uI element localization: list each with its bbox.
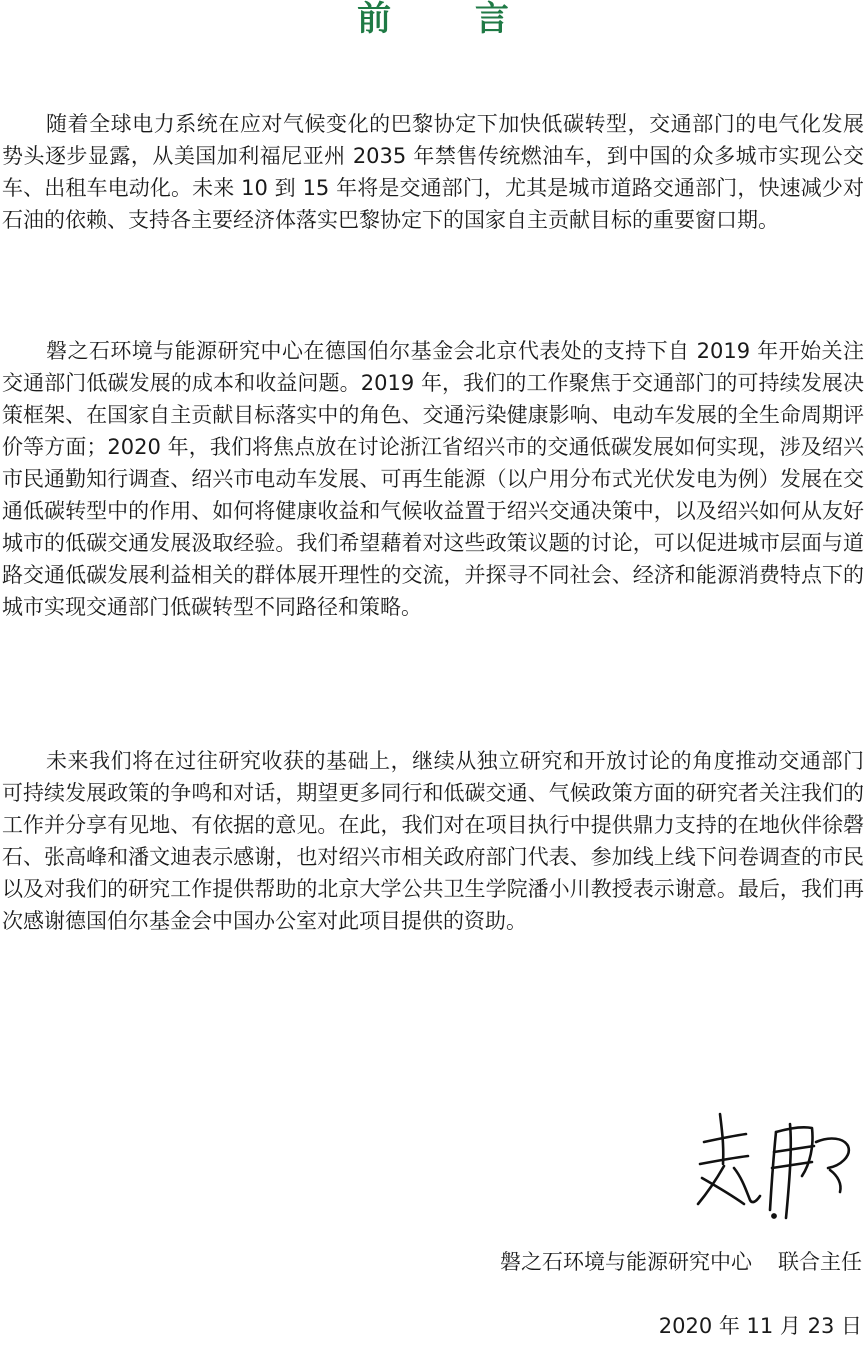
signer-role: 联合主任: [778, 1250, 862, 1274]
handwritten-signature: [690, 1106, 856, 1224]
paragraph-3: 未来我们将在过往研究收获的基础上，继续从独立研究和开放讨论的角度推动交通部门可持续发展政策的争鸣和对话，期望更多同行和低碳交通、气候政策方面的研究者关注我们的工作并分享有见地、有依据的意见。在此，我们对在项目执行中提供鼎力支持的在地伙伴徐磬石、张高峰和潘文迪表示感谢，也对绍兴市相关政府部门代表、参加线上线下问卷调查的市民以及对我们的研究工作提供帮助的北京大学公共卫生学院潘小川教授表示谢意。最后，我们再次感谢德国伯尔基金会中国办公室对此项目提供的资助。: [2, 749, 864, 933]
page-title: 前 言: [357, 0, 545, 39]
paragraph-2: 磐之石环境与能源研究中心在德国伯尔基金会北京代表处的支持下自 2019 年开始关注交通部门低碳发展的成本和收益问题。2019 年，我们的工作聚焦于交通部门的可持续发展决策框架、在国家自主贡献目标落实中的角色、交通污染健康影响、电动车发展的全生命周期评价等方面；2020 年，我们将焦点放在讨论浙江省绍兴市的交通低碳发展如何实现，涉及绍兴市民通勤知行调查、绍兴市电动车发展、可再生能源（以户用分布式光伏发电为例）发展在交通低碳转型中的作用、如何将健康收益和气候收益置于绍兴交通决策中，以及绍兴如何从友好城市的低碳交通发展汲取经验。我们希望藉着对这些政策议题的讨论，可以促进城市层面与道路交通低碳发展利益相关的群体展开理性的交流，并探寻不同社会、经济和能源消费特点下的城市实现交通部门低碳转型不同路径和策略。: [2, 339, 864, 619]
signer-organization: 磐之石环境与能源研究中心: [500, 1250, 752, 1274]
document-date: 2020 年 11 月 23 日: [658, 1314, 862, 1338]
signer-line: [500, 1246, 862, 1278]
paragraph-1: 随着全球电力系统在应对气候变化的巴黎协定下加快低碳转型，交通部门的电气化发展势头逐步显露，从美国加利福尼亚州 2035 年禁售传统燃油车，到中国的众多城市实现公交车、出租车电动化。未来 10 到 15 年将是交通部门，尤其是城市道路交通部门，快速减少对石油的依赖、支持各主要经济体落实巴黎协定下的国家自主贡献目标的重要窗口期。: [2, 112, 864, 232]
